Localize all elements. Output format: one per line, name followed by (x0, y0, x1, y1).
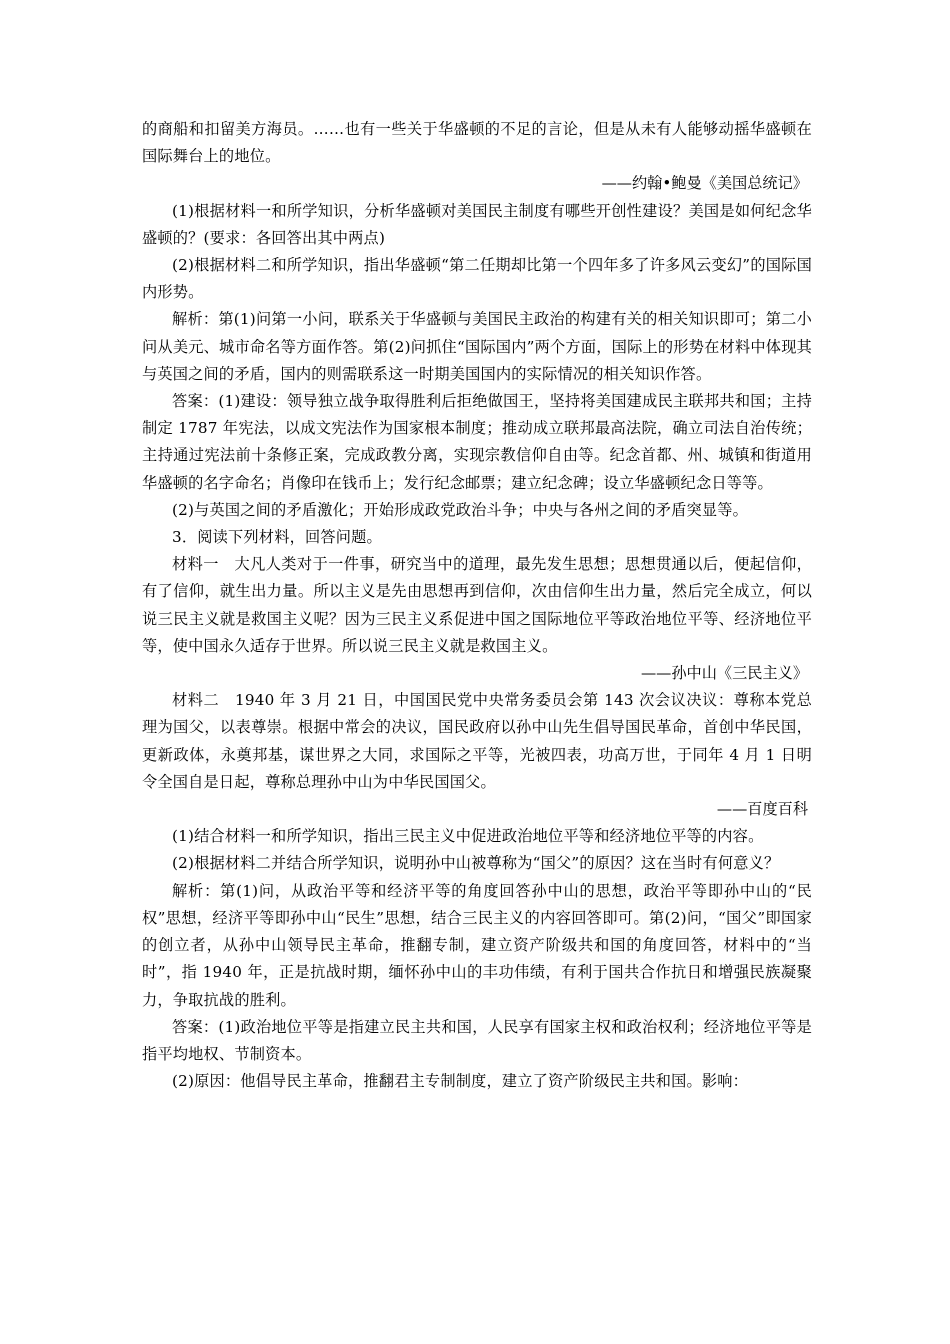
source-citation: ——百度百科 (716, 800, 808, 819)
document-body (142, 116, 812, 1095)
paragraph: (1)结合材料一和所学知识，指出三民主义中促进政治地位平等和经济地位平等的内容。 (172, 827, 764, 846)
paragraph: (1)根据材料一和所学知识，分析华盛顿对美国民主制度有哪些开创性建设？美国是如何纪念华盛顿的？(要求：各回答出其中两点) (142, 201, 812, 247)
paragraph: (2)与英国之间的矛盾激化；开始形成政党政治斗争；中央与各州之间的矛盾突显等。 (172, 500, 749, 519)
source-citation: ——约翰•鲍曼《美国总统记》 (601, 174, 808, 193)
paragraph: 答案：(1)政治地位平等是指建立民主共和国，人民享有国家主权和政治权利；经济地位平等是指平均地权、节制资本。 (142, 1017, 812, 1063)
source-citation: ——孙中山《三民主义》 (640, 664, 808, 683)
paragraph: 材料一 大凡人类对于一件事，研究当中的道理，最先发生思想；思想贯通以后，便起信仰，有了信仰，就生出力量。所以主义是先由思想再到信仰，次由信仰生出力量，然后完全成立，何以说三民主义就是救国主义呢？因为三民主义系促进中国之国际地位平等政治地位平等、经济地位平等，使中国永久适存于世界。所以说三民主义就是救国主义。 (142, 555, 812, 655)
paragraph: (2)根据材料二并结合所学知识，说明孙中山被尊称为“国父”的原因？这在当时有何意义？ (172, 854, 780, 873)
paragraph: 解析：第(1)问第一小问，联系关于华盛顿与美国民主政治的构建有关的相关知识即可；第二小问从美元、城市命名等方面作答。第(2)问抓住“国际国内”两个方面，国际上的形势在材料中体现其与英国之间的矛盾，国内的则需联系这一时期美国国内的实际情况的相关知识作答。 (142, 310, 812, 383)
paragraph: (2)原因：他倡导民主革命，推翻君主专制制度，建立了资产阶级民主共和国。影响： (172, 1072, 749, 1091)
paragraph: 3．阅读下列材料，回答问题。 (172, 528, 382, 547)
paragraph: 的商船和扣留美方海员。……也有一些关于华盛顿的不足的言论，但是从未有人能够动摇华盛顿在国际舞台上的地位。 (142, 120, 812, 166)
paragraph: 材料二 1940 年 3 月 21 日，中国国民党中央常务委员会第 143 次会议决议：尊称本党总理为国父，以表尊崇。根据中常会的决议，国民政府以孙中山先生倡导国民革命，首创中华民国，更新政体，永奠邦基，谋世界之大同，求国际之平等，光被四表，功高万世，于同年 4 月 1 日明令全国自是日起，尊称总理孙中山为中华民国国父。 (142, 691, 812, 791)
paragraph: 答案：(1)建设：领导独立战争取得胜利后拒绝做国王，坚持将美国建成民主联邦共和国；主持制定 1787 年宪法，以成文宪法作为国家根本制度；推动成立联邦最高法院，确立司法自治传统；主持通过宪法前十条修正案，完成政教分离，实现宗教信仰自由等。纪念首都、州、城镇和街道用华盛顿的名字命名；肖像印在钱币上；发行纪念邮票；建立纪念碑；设立华盛顿纪念日等等。 (142, 392, 812, 492)
paragraph: 解析：第(1)问，从政治平等和经济平等的角度回答孙中山的思想，政治平等即孙中山的“民权”思想，经济平等即孙中山“民生”思想，结合三民主义的内容回答即可。第(2)问，“国父”即国家的创立者，从孙中山领导民主革命，推翻专制，建立资产阶级共和国的角度回答，材料中的“当时”，指 1940 年，正是抗战时期，缅怀孙中山的丰功伟绩，有利于国共合作抗日和增强民族凝聚力，争取抗战的胜利。 (142, 881, 812, 1009)
paragraph: (2)根据材料二和所学知识，指出华盛顿“第二任期却比第一个四年多了许多风云变幻”的国际国内形势。 (142, 256, 812, 302)
